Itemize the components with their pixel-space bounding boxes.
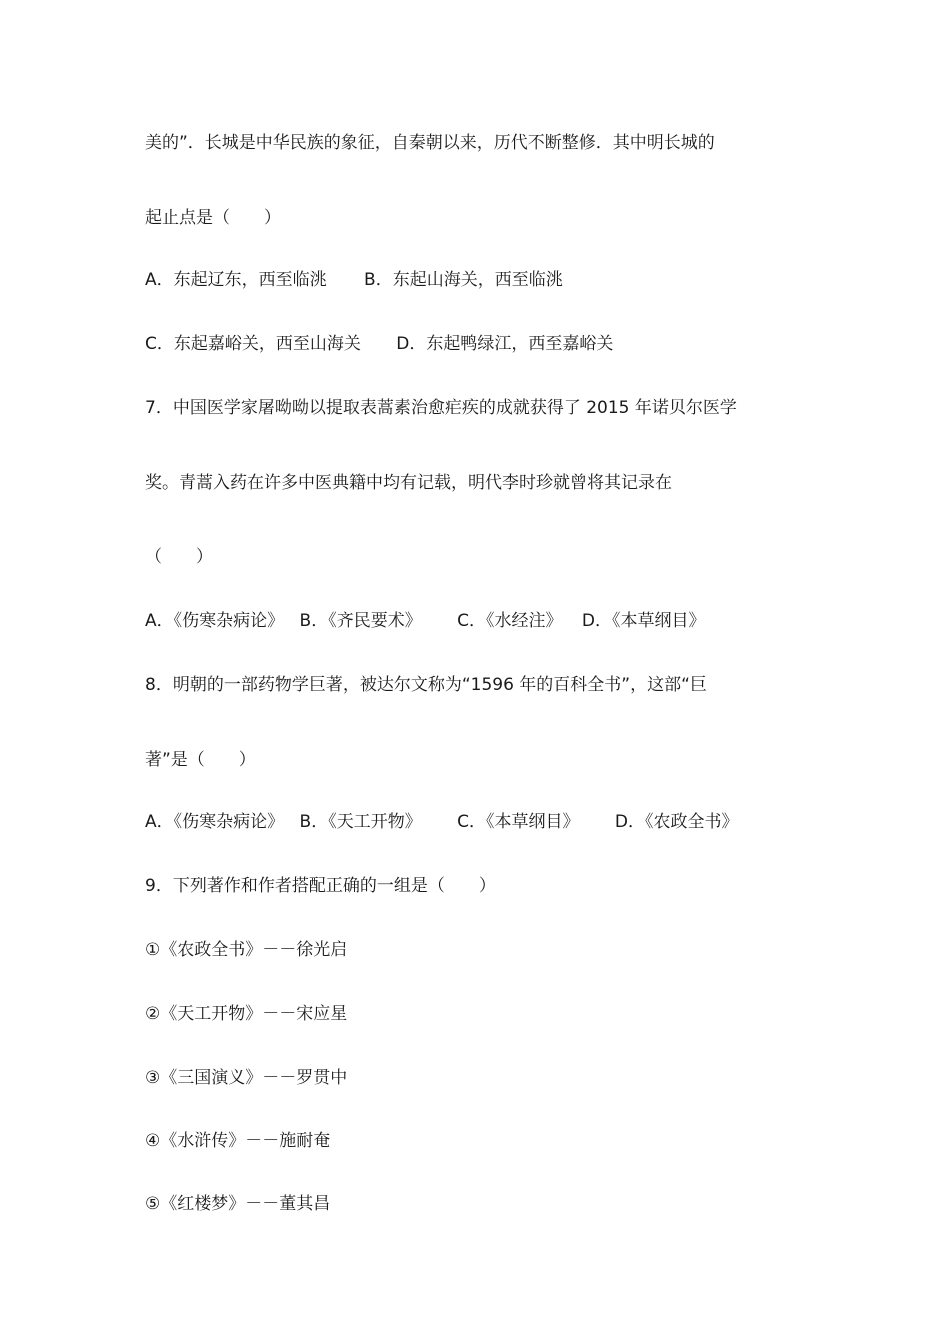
q7-option-b[interactable]: B．《齐民要术》	[299, 611, 422, 631]
q9-stem: 9．下列著作和作者搭配正确的一组是（ ）	[145, 876, 496, 896]
q8-stem-line-1: 8．明朝的一部药物学巨著，被达尔文称为“1596 年的百科全书”，这部“巨	[145, 675, 707, 695]
q6-stem-line-2: 起止点是（ ）	[145, 208, 281, 228]
q6-option-c[interactable]: C．东起嘉峪关，西至山海关	[145, 334, 361, 354]
q7-stem-line-3: （ ）	[145, 547, 213, 567]
q7-option-a[interactable]: A．《伤寒杂病论》	[145, 611, 285, 631]
q9-item-2: ②《天工开物》－－宋应星	[145, 1004, 348, 1024]
q8-stem-line-2: 著”是（ ）	[145, 750, 256, 770]
q7-stem-line-2: 奖。青蒿入药在许多中医典籍中均有记载，明代李时珍就曾将其记录在	[145, 473, 672, 493]
q9-item-1: ①《农政全书》－－徐光启	[145, 940, 348, 960]
q7-option-d[interactable]: D．《本草纲目》	[581, 611, 706, 631]
q7-stem-line-1: 7．中国医学家屠呦呦以提取表蒿素治愈疟疾的成就获得了 2015 年诺贝尔医学	[145, 398, 737, 418]
q9-item-4: ④《水浒传》－－施耐奄	[145, 1131, 331, 1151]
q6-options-row-1	[145, 268, 563, 292]
q9-item-5: ⑤《红楼梦》－－董其昌	[145, 1194, 331, 1214]
q8-option-a[interactable]: A．《伤寒杂病论》	[145, 812, 285, 832]
q6-option-a[interactable]: A．东起辽东，西至临洮	[145, 270, 327, 290]
q8-option-d[interactable]: D．《农政全书》	[614, 812, 739, 832]
q8-options-row	[145, 810, 739, 834]
q8-option-c[interactable]: C．《本草纲目》	[457, 812, 580, 832]
q9-item-3: ③《三国演义》－－罗贯中	[145, 1068, 348, 1088]
q6-stem-line-1: 美的”．长城是中华民族的象征，自秦朝以来，历代不断整修．其中明长城的	[145, 133, 715, 153]
q7-option-c[interactable]: C．《水经注》	[457, 611, 563, 631]
q6-option-d[interactable]: D．东起鸭绿江，西至嘉峪关	[396, 334, 614, 354]
q7-options-row	[145, 609, 706, 633]
q6-options-row-2	[145, 332, 613, 356]
q8-option-b[interactable]: B．《天工开物》	[299, 812, 422, 832]
q6-option-b[interactable]: B．东起山海关，西至临洮	[364, 270, 563, 290]
